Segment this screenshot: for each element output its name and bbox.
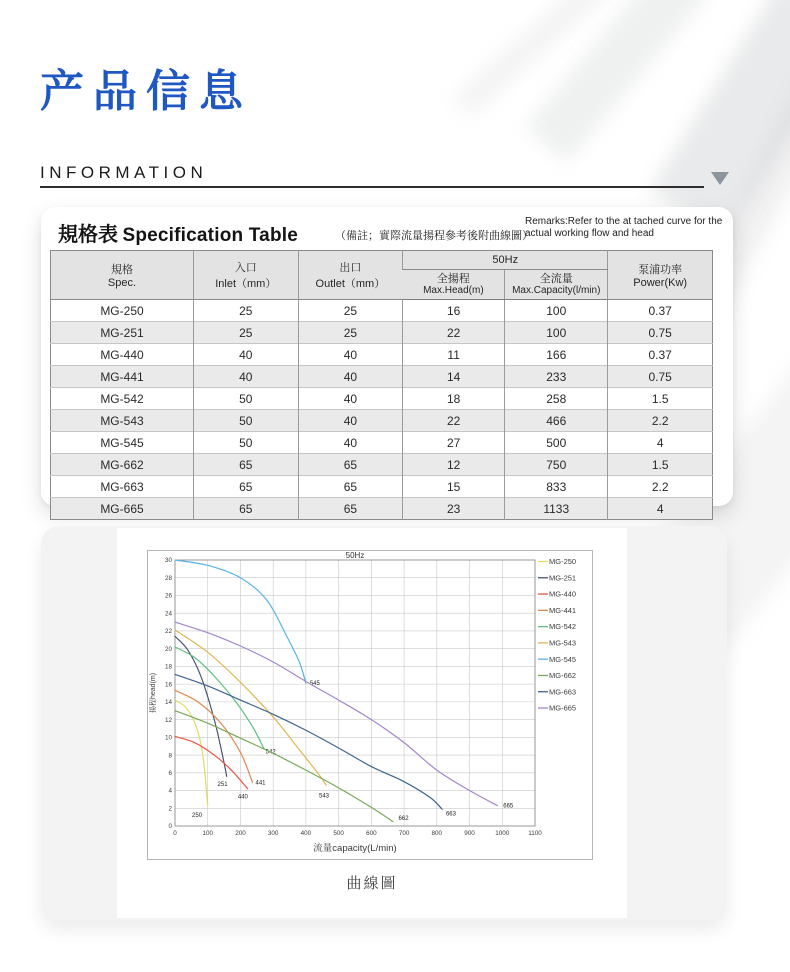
col-label-cjk: 全流量 xyxy=(539,273,573,285)
x-tick-label: 500 xyxy=(333,830,344,837)
spec-row xyxy=(51,432,713,454)
col-label-cjk: 入口 xyxy=(234,262,257,274)
spec-cell: MG-663 xyxy=(51,476,194,498)
y-tick-label: 26 xyxy=(164,592,172,600)
spec-cell: 50 xyxy=(193,432,298,454)
y-axis-label: 揚程head(m) xyxy=(150,672,157,714)
spec-table-body xyxy=(51,300,713,520)
x-tick-label: 700 xyxy=(398,830,410,837)
legend-label: MG-250 xyxy=(549,557,577,567)
spec-row xyxy=(51,476,713,498)
y-tick-label: 8 xyxy=(168,752,172,760)
spec-row xyxy=(51,300,713,322)
spec-cell: MG-543 xyxy=(51,410,194,432)
spec-cell: 40 xyxy=(298,432,403,454)
spec-cell: MG-251 xyxy=(51,322,194,344)
section-subtitle: INFORMATION xyxy=(40,163,208,182)
x-tick-label: 0 xyxy=(173,830,177,837)
legend-label: MG-440 xyxy=(549,589,577,599)
spec-col-header xyxy=(298,251,403,300)
spec-cell: 1133 xyxy=(505,498,608,520)
spec-table-title xyxy=(58,218,298,247)
curve-end-label: 665 xyxy=(503,803,514,810)
x-tick-label: 200 xyxy=(235,830,246,837)
spec-cell: 22 xyxy=(403,410,505,432)
chart-outer-border xyxy=(148,551,593,860)
spec-col-header xyxy=(608,251,713,300)
curve-end-label: 440 xyxy=(237,794,248,801)
chart-title: 50Hz xyxy=(345,551,365,560)
y-tick-label: 10 xyxy=(164,734,172,742)
spec-row xyxy=(51,388,713,410)
spec-cell: 65 xyxy=(298,498,403,520)
spec-cell: 40 xyxy=(298,344,403,366)
curve-end-label: 251 xyxy=(217,782,228,789)
spec-col-header xyxy=(51,251,194,300)
spec-cell: 2.2 xyxy=(608,476,713,498)
spec-cell: 466 xyxy=(505,410,608,432)
spec-cell: 2.2 xyxy=(608,410,713,432)
spec-cell: 25 xyxy=(193,322,298,344)
spec-cell: 25 xyxy=(193,300,298,322)
curve-end-label: 662 xyxy=(398,815,409,822)
col-label-en: Max.Capacity(l/min) xyxy=(512,285,601,296)
legend-label: MG-662 xyxy=(549,671,577,681)
spec-cell: 233 xyxy=(505,366,608,388)
spec-cell: 40 xyxy=(193,344,298,366)
x-tick-label: 900 xyxy=(464,830,475,837)
spec-cell: 12 xyxy=(403,454,505,476)
background-leaf-shadow xyxy=(454,0,620,117)
col-label-en: Outlet（mm） xyxy=(315,278,386,290)
x-axis-label: 流量capacity(L/min) xyxy=(313,843,397,854)
spec-cell: 833 xyxy=(505,476,608,498)
spec-cell: 40 xyxy=(298,366,403,388)
spec-table-card xyxy=(41,207,733,516)
y-tick-label: 24 xyxy=(164,610,172,618)
y-tick-label: 28 xyxy=(164,574,172,582)
spec-col-header xyxy=(193,251,298,300)
legend-label: MG-251 xyxy=(549,573,577,583)
spec-row xyxy=(51,344,713,366)
spec-cell: 65 xyxy=(298,454,403,476)
background-leaf-shadow xyxy=(649,0,790,239)
col-label-cjk: 出口 xyxy=(339,262,362,274)
spec-row xyxy=(51,322,713,344)
spec-row xyxy=(51,498,713,520)
legend-label: MG-545 xyxy=(549,654,577,664)
legend-label: MG-441 xyxy=(549,605,577,615)
curve-chart-card xyxy=(41,526,727,920)
legend-label: MG-542 xyxy=(549,622,577,632)
spec-cell: 166 xyxy=(505,344,608,366)
col-label-en: Max.Head(m) xyxy=(423,285,484,296)
curve-end-label: 545 xyxy=(309,681,320,688)
spec-cell: 25 xyxy=(298,300,403,322)
spec-cell: MG-440 xyxy=(51,344,194,366)
spec-cell: 65 xyxy=(298,476,403,498)
background-leaf-shadow xyxy=(525,0,760,163)
spec-cell: MG-542 xyxy=(51,388,194,410)
col-label-en: Spec. xyxy=(107,277,137,289)
spec-row xyxy=(51,454,713,476)
y-tick-label: 4 xyxy=(168,787,172,795)
spec-title-en: Specification Table xyxy=(122,225,298,246)
spec-row xyxy=(51,366,713,388)
col-label-en: Power(Kw) xyxy=(633,277,688,289)
legend-label: MG-663 xyxy=(549,687,577,697)
spec-cell: 11 xyxy=(403,344,505,366)
spec-cell: MG-545 xyxy=(51,432,194,454)
spec-cell: 50 xyxy=(193,388,298,410)
page-title: 产品信息 xyxy=(40,67,252,116)
spec-cell: 15 xyxy=(403,476,505,498)
x-tick-label: 800 xyxy=(431,830,443,837)
spec-cell: 65 xyxy=(193,476,298,498)
spec-title-cjk: 規格表 xyxy=(58,224,118,246)
spec-cell: 27 xyxy=(403,432,505,454)
x-tick-label: 400 xyxy=(300,830,312,837)
spec-cell: 1.5 xyxy=(608,454,713,476)
y-tick-label: 16 xyxy=(164,681,172,689)
spec-header-freq-row xyxy=(51,251,713,270)
chart-caption: 曲線圖 xyxy=(346,875,398,892)
spec-cell: 258 xyxy=(505,388,608,410)
spec-cell: 40 xyxy=(298,410,403,432)
y-tick-label: 14 xyxy=(164,699,172,707)
spec-cell: 750 xyxy=(505,454,608,476)
spec-col-header xyxy=(403,270,505,300)
col-label-en: Inlet（mm） xyxy=(215,278,277,290)
spec-col-header xyxy=(505,270,608,300)
x-tick-label: 100 xyxy=(202,830,213,837)
spec-cell: 23 xyxy=(403,498,505,520)
spec-cell: 500 xyxy=(505,432,608,454)
spec-cell: 22 xyxy=(403,322,505,344)
col-label-cjk: 泵浦功率 xyxy=(638,264,683,276)
spec-cell: 4 xyxy=(608,432,713,454)
spec-remark-en-line2: actual working flow and head xyxy=(525,227,654,239)
x-tick-label: 1100 xyxy=(528,830,542,837)
spec-cell: 0.75 xyxy=(608,366,713,388)
y-tick-label: 30 xyxy=(164,557,172,565)
spec-cell: 0.37 xyxy=(608,300,713,322)
spec-cell: 40 xyxy=(193,366,298,388)
spec-remark-en-line1: Remarks:Refer to the at tached curve for the xyxy=(525,216,723,227)
curve-end-label: 543 xyxy=(319,793,330,800)
curve-end-label: 542 xyxy=(265,749,276,756)
spec-cell: 14 xyxy=(403,366,505,388)
x-tick-label: 300 xyxy=(267,830,279,837)
spec-cell: 18 xyxy=(403,388,505,410)
curve-end-label: 250 xyxy=(192,813,203,820)
spec-cell: 16 xyxy=(403,300,505,322)
spec-table xyxy=(50,250,713,520)
curve-end-label: 441 xyxy=(255,780,266,787)
chart-area xyxy=(117,528,627,918)
spec-cell: 0.37 xyxy=(608,344,713,366)
spec-cell: 100 xyxy=(505,322,608,344)
spec-cell: 25 xyxy=(298,322,403,344)
col-label-cjk: 全揚程 xyxy=(436,273,470,285)
spec-cell: MG-441 xyxy=(51,366,194,388)
spec-cell: MG-665 xyxy=(51,498,194,520)
spec-cell: 40 xyxy=(298,388,403,410)
down-triangle-icon xyxy=(711,172,729,185)
spec-freq-header: 50Hz xyxy=(403,251,608,270)
y-tick-label: 2 xyxy=(168,805,172,813)
spec-cell: 100 xyxy=(505,300,608,322)
spec-cell: 1.5 xyxy=(608,388,713,410)
y-tick-label: 22 xyxy=(164,628,172,636)
x-tick-label: 600 xyxy=(366,830,377,837)
spec-cell: MG-250 xyxy=(51,300,194,322)
spec-cell: 50 xyxy=(193,410,298,432)
curve-end-label: 663 xyxy=(445,811,456,818)
y-tick-label: 18 xyxy=(164,663,172,671)
spec-row xyxy=(51,410,713,432)
spec-cell: 65 xyxy=(193,454,298,476)
pump-curves-chart xyxy=(147,550,593,860)
y-tick-label: 6 xyxy=(168,770,172,777)
x-tick-label: 1000 xyxy=(495,830,510,837)
spec-cell: 4 xyxy=(608,498,713,520)
legend-label: MG-665 xyxy=(549,703,577,713)
spec-cell: MG-662 xyxy=(51,454,194,476)
col-label-cjk: 規格 xyxy=(110,264,133,276)
legend-label: MG-543 xyxy=(549,638,577,648)
spec-remark-en xyxy=(525,216,725,239)
y-tick-label: 20 xyxy=(164,645,172,653)
y-tick-label: 0 xyxy=(168,823,172,831)
y-tick-label: 12 xyxy=(164,716,172,724)
spec-cell: 0.75 xyxy=(608,322,713,344)
spec-cell: 65 xyxy=(193,498,298,520)
header-divider xyxy=(40,186,704,188)
spec-remark-cjk: （備註；實際流量揚程參考後附曲線圖） xyxy=(335,230,533,242)
